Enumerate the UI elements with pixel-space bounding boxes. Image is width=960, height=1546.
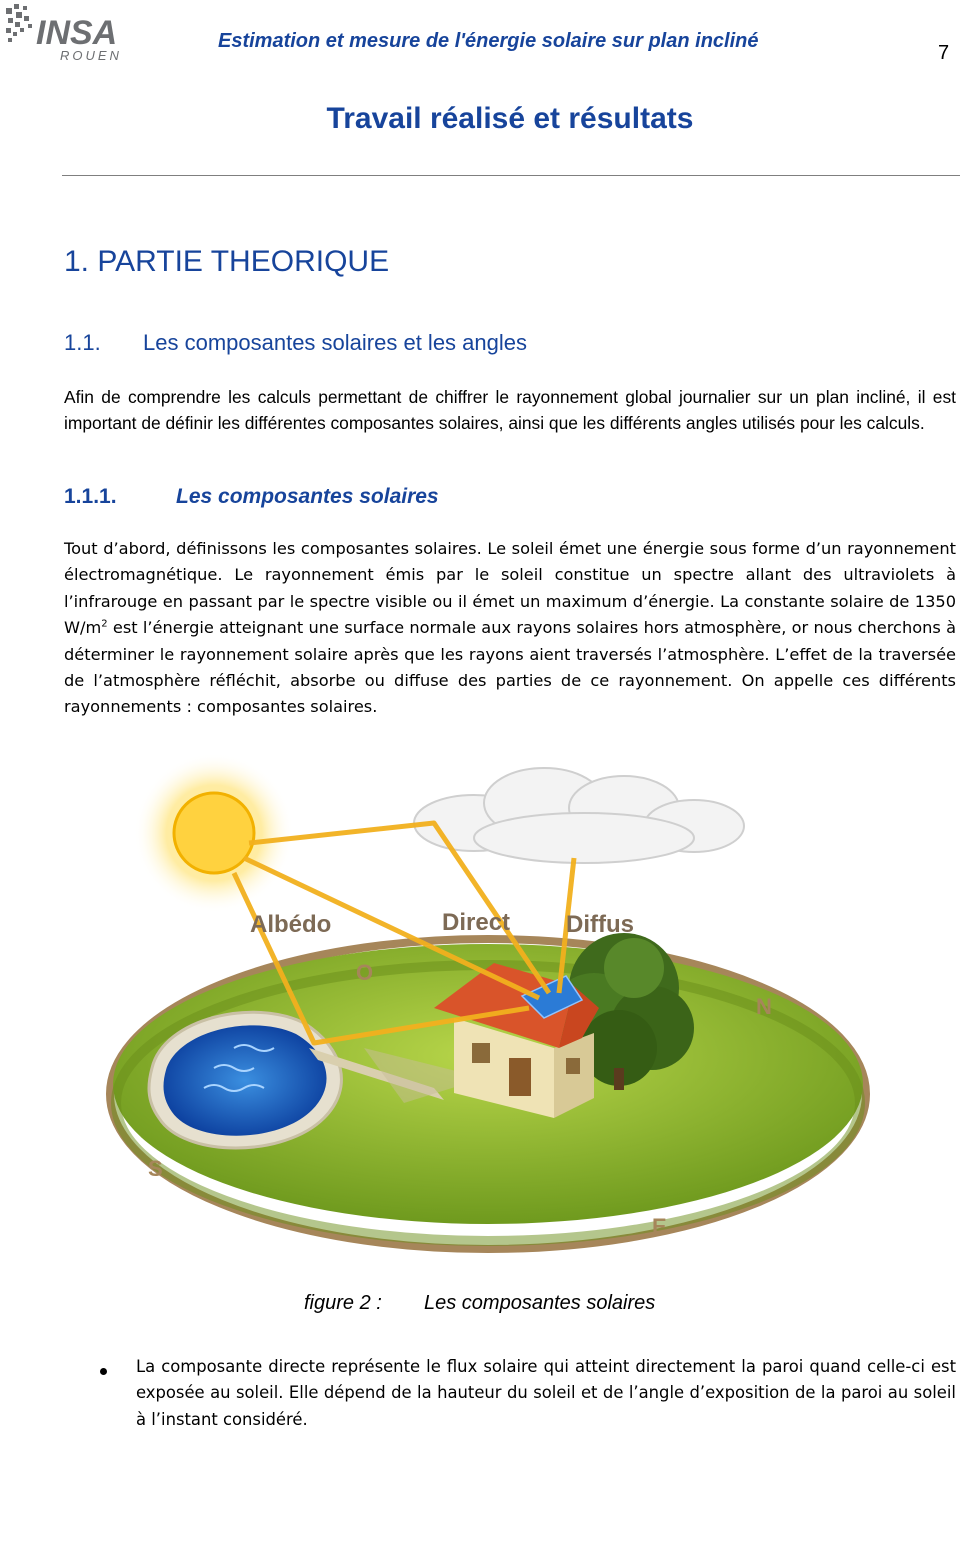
caption-text: Les composantes solaires [424,1292,656,1314]
page-number: 7 [938,42,950,64]
caption-label: figure 2 : [304,1292,382,1314]
compass-e: E [652,1214,667,1239]
compass-n: N [756,994,772,1019]
bullet-direct-component: La composante directe représente le flux solaire qui atteint directement la paroi quand celle-ci est exposée au soleil. Elle dépend de la hauteur du soleil et de l’angle d’exposition de la paroi au soleil à l’instant considéré. [136,1357,956,1429]
heading-text: Les composantes solaires et les angles [143,330,527,355]
insa-rouen-logo [4,2,154,66]
paragraph-text-2: est l’énergie atteignant une surface normale aux rayons solaires hors atmosphère, or nous cherchons à déterminer le rayonnement solaire après que les rayons aient traversés l’atmosphère. L’effet de la traversée de l’atmosphère réfléchit, absorbe ou diffuse des parties de ce rayonnement. On appelle ces différents rayonnements : composantes solaires. [64,618,956,717]
header-divider [62,175,960,176]
heading-partie-theorique: 1. PARTIE THEORIQUE [64,245,390,278]
header-title: Estimation et mesure de l'énergie solaire sur plan incliné [218,30,759,52]
subheading-number: 1.1.1. [64,485,117,508]
sun [174,793,254,873]
subheading-text: Les composantes solaires [176,485,439,508]
label-albedo: Albédo [250,911,332,938]
label-direct: Direct [442,909,511,936]
logo-text: INSA [36,14,118,52]
figure-caption [304,1292,655,1315]
heading-composantes-angles [64,330,527,356]
logo-subtext: ROUEN [60,48,122,63]
section-title: Travail réalisé et résultats [326,102,694,135]
cloud [414,768,744,863]
bullet-marker [100,1368,107,1375]
label-diffus: Diffus [566,911,634,938]
heading-number: 1.1. [64,330,101,355]
paragraph-intro: Afin de comprendre les calculs permettant de chiffrer le rayonnement global journalier sur un plan incliné, il est important de définir les différentes composantes solaires, ainsi que les différents angles utilisés pour les calculs. [64,387,956,434]
compass-s: S [148,1156,163,1181]
heading-composantes-solaires [64,485,439,509]
superscript: 2 [101,618,108,630]
compass-o: O [356,960,374,985]
paragraph-composantes [64,536,956,721]
solar-components-illustration [104,748,872,1260]
paragraph-text-1: Tout d’abord, définissons les composantes solaires. Le soleil émet une énergie sous forme d’un rayonnement électromagnétique. Le rayonnement émis par le soleil constitue un spectre allant des ultraviolets à l’infrarouge en passant par le spectre visible ou il émet un maximum d’énergie. La constante solaire de 1350 W/m [64,539,956,638]
